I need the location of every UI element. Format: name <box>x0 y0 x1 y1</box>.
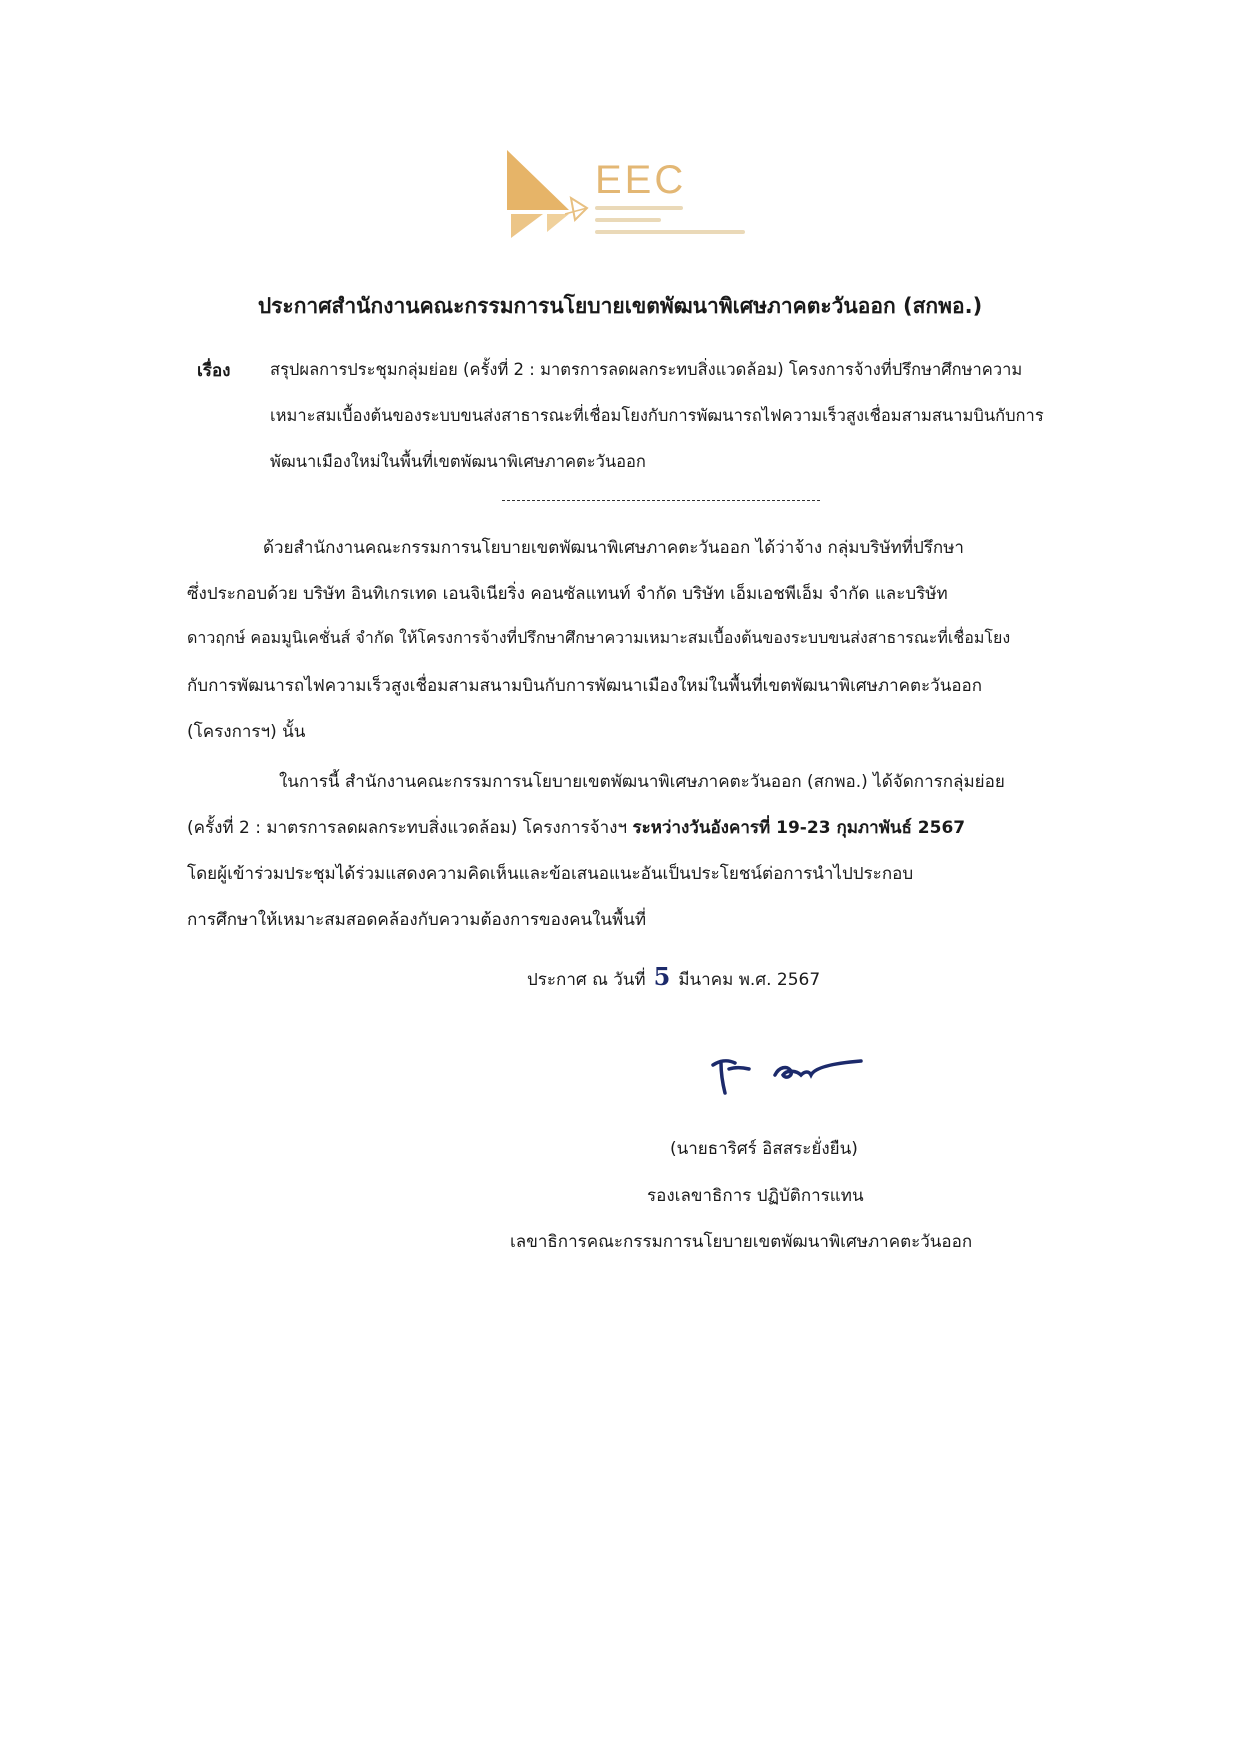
subject-line: สรุปผลการประชุมกลุ่มย่อย (ครั้งที่ 2 : มาตรการลดผลกระทบสิ่งแวดล้อม) โครงการจ้างที่ปรึกษาศึกษาความ <box>270 360 1023 379</box>
signatory-organization: เลขาธิการคณะกรรมการนโยบายเขตพัฒนาพิเศษภาคตะวันออก <box>510 1232 973 1252</box>
paragraph-line: การศึกษาให้เหมาะสมสอดคล้องกับความต้องการของคนในพื้นที่ <box>187 910 647 930</box>
paragraph-line: ในการนี้ สำนักงานคณะกรรมการนโยบายเขตพัฒนาพิเศษภาคตะวันออก (สกพอ.) ได้จัดการกลุ่มย่อย <box>279 772 1005 792</box>
eec-triangles-icon <box>505 148 595 248</box>
logo-tagline-line <box>595 230 745 234</box>
logo-tagline-line <box>595 218 661 222</box>
date-suffix: มีนาคม พ.ศ. 2567 <box>678 970 821 990</box>
subject-label: เรื่อง <box>197 361 231 381</box>
logo-tagline-line <box>595 206 683 210</box>
page-title: ประกาศสำนักงานคณะกรรมการนโยบายเขตพัฒนาพิเศษภาคตะวันออก (สกพอ.) <box>257 294 983 318</box>
paragraph-line: (โครงการฯ) นั้น <box>187 722 306 742</box>
subject-line: พัฒนาเมืองใหม่ในพื้นที่เขตพัฒนาพิเศษภาคตะวันออก <box>270 452 646 471</box>
signatory-position: รองเลขาธิการ ปฏิบัติการแทน <box>647 1186 864 1206</box>
subject-line: เหมาะสมเบื้องต้นของระบบขนส่งสาธารณะที่เชื่อมโยงกับการพัฒนารถไฟความเร็วสูงเชื่อมสามสนามบินกับการ <box>270 406 1044 425</box>
paragraph-line: ซึ่งประกอบด้วย บริษัท อินทิเกรเทด เอนจิเนียริ่ง คอนซัลแทนท์ จำกัด บริษัท เอ็มเอชพีเอ็ม จำกัด และบริษัท <box>187 584 948 604</box>
signatory-name: (นายธาริศร์ อิสสระยั่งยืน) <box>670 1139 858 1159</box>
paragraph-line: ดาวฤกษ์ คอมมูนิเคชั่นส์ จำกัด ให้โครงการจ้างที่ปรึกษาศึกษาความเหมาะสมเบื้องต้นของระบบขนส่งสาธารณะที่เชื่อมโยง <box>187 628 1011 647</box>
eec-logo <box>505 148 755 248</box>
paragraph-text: (ครั้งที่ 2 : มาตรการลดผลกระทบสิ่งแวดล้อม) โครงการจ้างฯ <box>187 818 633 838</box>
paragraph-line: โดยผู้เข้าร่วมประชุมได้ร่วมแสดงความคิดเห็นและข้อเสนอแนะอันเป็นประโยชน์ต่อการนำไปประกอบ <box>187 864 914 884</box>
paragraph-line: ด้วยสำนักงานคณะกรรมการนโยบายเขตพัฒนาพิเศษภาคตะวันออก ได้ว่าจ้าง กลุ่มบริษัทที่ปรึกษา <box>263 538 964 558</box>
handwritten-signature <box>705 1045 865 1105</box>
announcement-date <box>527 962 820 993</box>
divider <box>502 500 820 501</box>
date-day: 5 <box>653 962 671 991</box>
paragraph-line: กับการพัฒนารถไฟความเร็วสูงเชื่อมสามสนามบินกับการพัฒนาเมืองใหม่ในพื้นที่เขตพัฒนาพิเศษภาคตะวันออก <box>187 676 983 696</box>
date-prefix: ประกาศ ณ วันที่ <box>527 970 646 990</box>
meeting-dates: ระหว่างวันอังคารที่ 19-23 กุมภาพันธ์ 2567 <box>632 818 966 838</box>
logo-text: EEC <box>595 158 687 202</box>
paragraph-line <box>187 814 965 841</box>
